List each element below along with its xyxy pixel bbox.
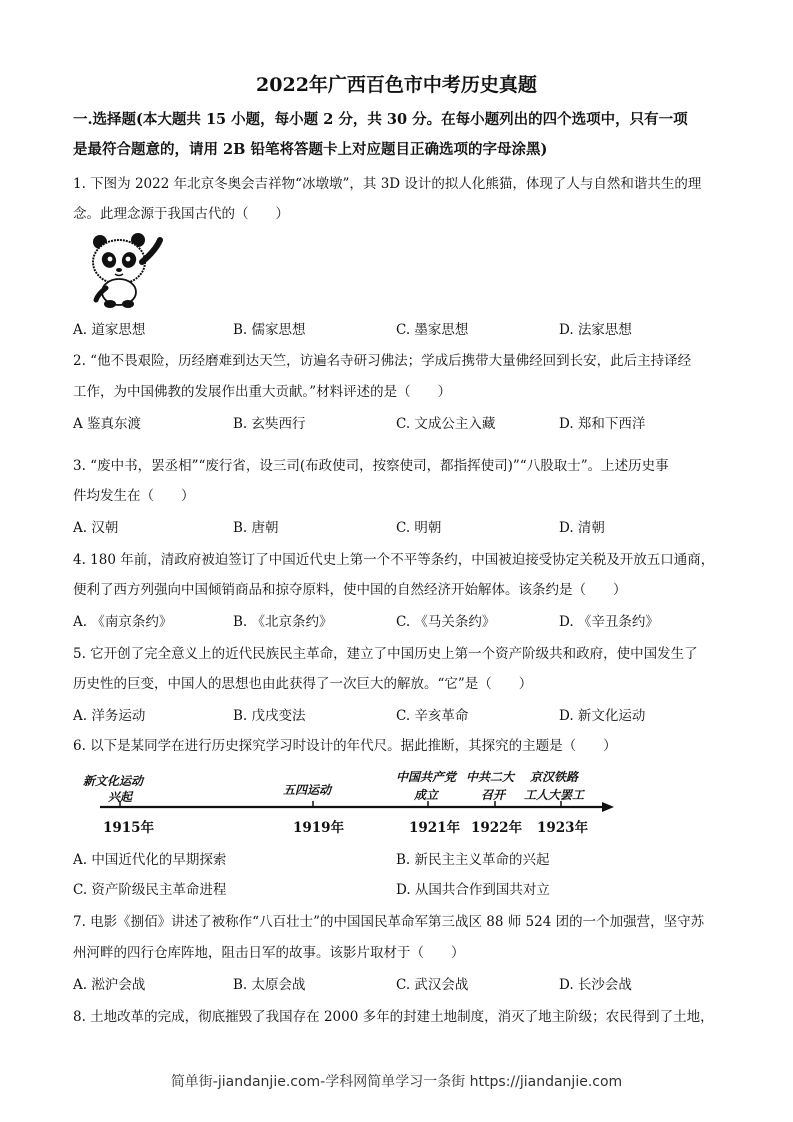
timeline-event-4-label: 中共二大 [466, 770, 515, 784]
footer-watermark: 简单街-jiandanjie.com-学科网简单学习一条街 https://jiandanjie.com [170, 1074, 623, 1090]
q1-option-a: A. 道家思想 [73, 322, 146, 338]
timeline-event-4-sublabel: 召开 [481, 788, 506, 802]
q6-option-d: D. 从国共合作到国共对立 [396, 882, 550, 898]
page-title: 2022年广西百色市中考历史真题 [256, 74, 537, 96]
timeline-year-1922: 1922年 [471, 820, 523, 836]
q7-option-c: C. 武汉会战 [396, 977, 469, 993]
q2-option-b: B. 玄奘西行 [233, 416, 306, 432]
q1-line-1: 1. 下图为 2022 年北京冬奥会吉祥物“冰墩墩”，其 3D 设计的拟人化熊猫，体现了人与自然和谐共生的理 [73, 176, 702, 192]
q7-line-1: 7. 电影《捌佰》讲述了被称作“八百壮士”的中国国民革命军第三战区 88 师 524 团的一个加强营，坚守苏 [73, 914, 705, 930]
timeline-year-1923: 1923年 [537, 820, 589, 836]
q3-option-d: D. 清朝 [559, 520, 605, 536]
timeline-year-1919: 1919年 [293, 820, 345, 836]
timeline-event-2-label: 五四运动 [283, 783, 332, 797]
timeline-event-3-label: 中国共产党 [396, 770, 457, 784]
q7-line-2: 州河畔的四行仓库阵地，阻击日军的故事。该影片取材于（ ） [73, 945, 465, 961]
q5-line-2: 历史性的巨变，中国人的思想也由此获得了一次巨大的解放。“它”是（ ） [73, 676, 533, 692]
timeline-year-1921: 1921年 [409, 820, 461, 836]
timeline-event-3-sublabel: 成立 [414, 788, 439, 802]
q3-option-c: C. 明朝 [396, 520, 442, 536]
q4-line-2: 便利了西方列强向中国倾销商品和掠夺原料，使中国的自然经济开始解体。该条约是（ ） [73, 582, 627, 598]
section-header-line-1: 一.选择题(本大题共 15 小题，每小题 2 分，共 30 分。在每小题列出的四个选项中，只有一项 [73, 111, 688, 128]
history-timeline [78, 765, 618, 837]
q1-option-b: B. 儒家思想 [233, 322, 306, 338]
q2-option-d: D. 郑和下西洋 [559, 416, 646, 432]
q1-option-c: C. 墨家思想 [396, 322, 469, 338]
q6-option-c: C. 资产阶级民主革命进程 [73, 882, 227, 898]
q7-option-b: B. 太原会战 [233, 977, 306, 993]
q7-option-d: D. 长沙会战 [559, 977, 632, 993]
q5-option-a: A. 洋务运动 [73, 708, 146, 724]
q2-line-2: 工作，为中国佛教的发展作出重大贡献。”材料评述的是（ ） [73, 384, 452, 400]
q3-option-b: B. 唐朝 [233, 520, 279, 536]
q6-line-1: 6. 以下是某同学在进行历史探究学习时设计的年代尺。据此推断，其探究的主题是（ ） [73, 738, 617, 754]
q5-line-1: 5. 它开创了完全意义上的近代民族民主革命，建立了中国历史上第一个资产阶级共和政府，使中国发生了 [73, 646, 698, 662]
q6-option-a: A. 中国近代化的早期探索 [73, 852, 227, 868]
q3-line-1: 3. “废中书，罢丞相”“废行省，设三司(布政使司，按察使司，都指挥使司)”“八股取士”。上述历史事 [73, 458, 669, 474]
q4-option-c: C. 《马关条约》 [396, 614, 496, 630]
bing-dwen-dwen-mascot-image [78, 232, 178, 310]
q5-option-b: B. 戊戌变法 [233, 708, 306, 724]
timeline-event-5-label: 京汉铁路 [530, 770, 579, 784]
q3-line-2: 件均发生在（ ） [73, 488, 195, 504]
q8-line-1: 8. 土地改革的完成，彻底摧毁了我国存在 2000 多年的封建土地制度，消灭了地主阶级；农民得到了土地， [73, 1009, 714, 1025]
q3-option-a: A. 汉朝 [73, 520, 119, 536]
q1-line-2: 念。此理念源于我国古代的（ ） [73, 206, 289, 222]
q2-option-c: C. 文成公主入藏 [396, 416, 496, 432]
section-header-line-2: 是最符合题意的，请用 2B 铅笔将答题卡上对应题目正确选项的字母涂黑) [73, 141, 548, 158]
q5-option-c: C. 辛亥革命 [396, 708, 469, 724]
q6-option-b: B. 新民主主义革命的兴起 [396, 852, 550, 868]
timeline-event-1-label: 新文化运动 [83, 774, 144, 788]
q7-option-a: A. 淞沪会战 [73, 977, 146, 993]
timeline-event-1-sublabel: 兴起 [108, 790, 133, 804]
q5-option-d: D. 新文化运动 [559, 708, 646, 724]
q4-option-b: B. 《北京条约》 [233, 614, 333, 630]
timeline-event-5-sublabel: 工人大罢工 [524, 788, 585, 802]
q2-option-a: A 鉴真东渡 [73, 416, 142, 432]
q4-line-1: 4. 180 年前，清政府被迫签订了中国近代史上第一个不平等条约，中国被迫接受协定关税及开放五口通商， [73, 552, 715, 568]
timeline-year-1915: 1915年 [103, 820, 155, 836]
q4-option-a: A. 《南京条约》 [73, 614, 173, 630]
q1-option-d: D. 法家思想 [559, 322, 632, 338]
q2-line-1: 2. “他不畏艰险，历经磨难到达天竺，访遍名寺研习佛法；学成后携带大量佛经回到长安，此后主持译经 [73, 353, 692, 369]
q4-option-d: D. 《辛丑条约》 [559, 614, 659, 630]
